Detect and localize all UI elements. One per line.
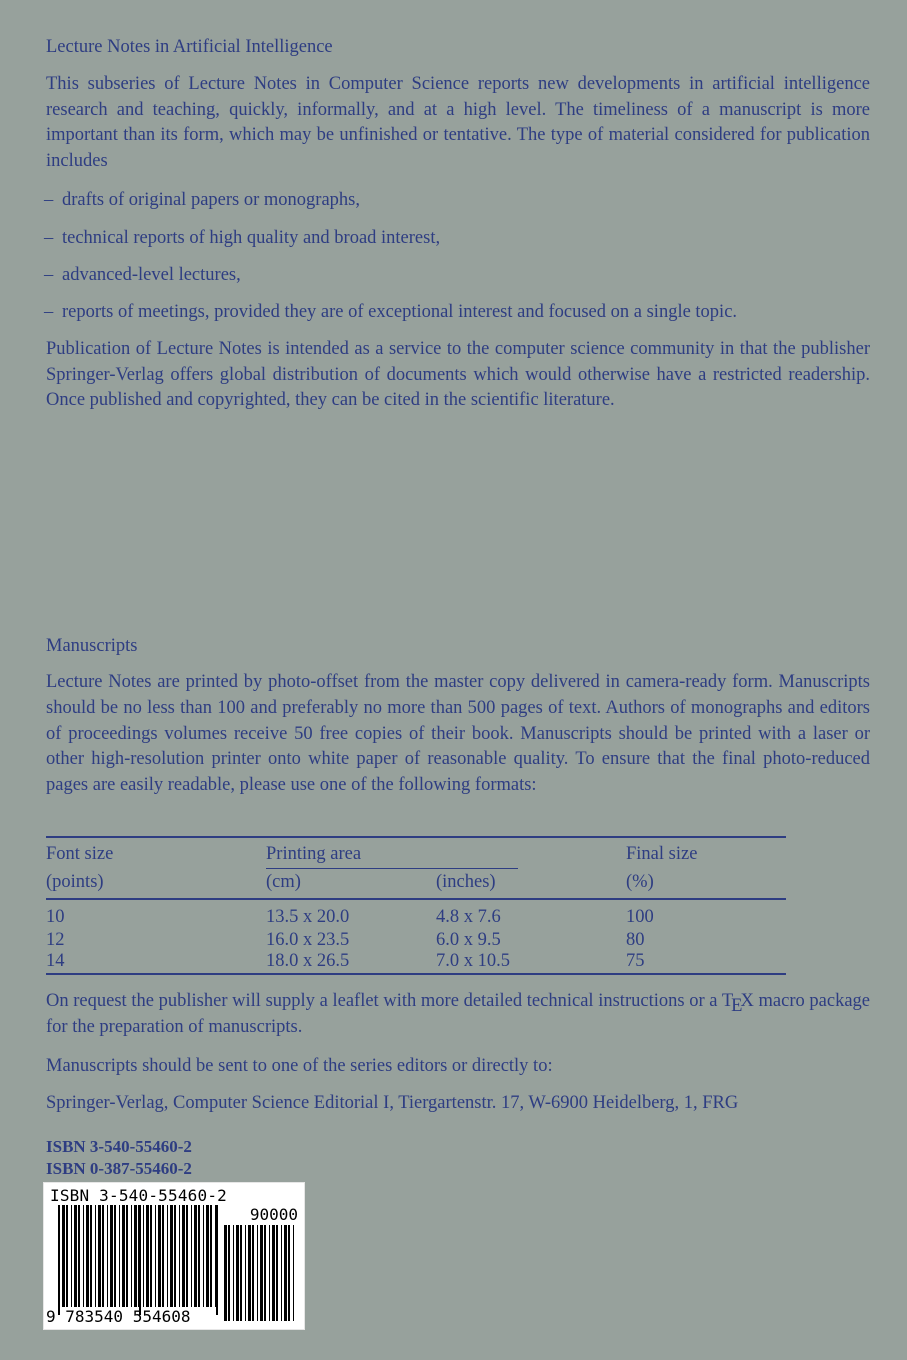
table-top-rule <box>46 836 786 838</box>
list-item <box>44 188 360 212</box>
barcode-bar <box>119 1205 120 1307</box>
barcode-bar <box>269 1225 270 1321</box>
series-intro-block <box>46 72 870 174</box>
list-item-text: advanced-level lectures, <box>62 265 241 285</box>
manuscripts-title: Manuscripts <box>46 636 138 656</box>
barcode-bar <box>167 1205 168 1307</box>
header-inches: (inches) <box>436 872 496 892</box>
publisher-address: Springer-Verlag, Computer Science Editorial I, Tiergartenstr. 17, W-6900 Heidelberg, 1, FRG <box>46 1093 739 1113</box>
barcode-bar <box>134 1205 137 1307</box>
series-section <box>46 34 870 60</box>
barcode-bar <box>131 1205 132 1307</box>
barcode-bar <box>264 1225 266 1321</box>
header-font-size-unit: (points) <box>46 872 104 892</box>
barcode-bar <box>126 1205 128 1307</box>
barcode-bar <box>206 1205 209 1307</box>
barcode-bar <box>236 1225 239 1321</box>
isbn-line: ISBN 3-540-55460-2 <box>46 1137 192 1156</box>
barcode-bar <box>107 1205 108 1307</box>
barcode-bar <box>98 1205 101 1307</box>
barcode-bar <box>224 1225 227 1321</box>
header-final-size-unit: (%) <box>626 872 654 892</box>
barcode-addon-text: 90000 <box>249 1205 298 1224</box>
row-font: 12 <box>46 930 65 950</box>
barcode-bar <box>210 1205 212 1307</box>
series-intro: This subseries of Lecture Notes in Computer Science reports new developments in artificial intelligence research and teaching, quickly, informally, and at a high level. The timeliness of a manuscript is more important than its form, which may be unfinished or tentative. The type of material considered for publication includes <box>46 74 870 171</box>
address-block <box>46 1091 870 1117</box>
barcode-bar <box>215 1205 216 1307</box>
barcode-bar <box>90 1205 92 1307</box>
request-text-before: On request the publisher will supply a leaflet with more detailed technical instructions or a <box>46 991 722 1011</box>
barcode-bar <box>150 1205 152 1307</box>
barcode <box>43 1182 305 1330</box>
barcode-bar <box>293 1225 294 1321</box>
list-dash: – <box>44 265 54 285</box>
manuscripts-body: Lecture Notes are printed by photo-offset from the master copy delivered in camera-ready form. Manuscripts should be no less than 100 and preferably no more than 500 pages of text. Authors of monographs and editors of proceedings volumes receive 50 free copies of their book. Manuscripts should be printed with a laser or other high-resolution printer onto white paper of reasonable quality. To ensure that the final photo-reduced pages are easily readable, please use one of the following formats: <box>46 672 870 796</box>
barcode-bar <box>260 1225 263 1321</box>
publication-block <box>46 337 870 414</box>
list-item-text: technical reports of high quality and broad interest, <box>62 228 441 248</box>
barcode-bar <box>122 1205 125 1307</box>
barcode-bar <box>203 1205 204 1307</box>
list-item-text: drafts of original papers or monographs, <box>62 190 360 210</box>
barcode-bar <box>78 1205 80 1307</box>
barcode-bar <box>248 1225 251 1321</box>
barcode-bar <box>155 1205 156 1307</box>
barcode-bar <box>110 1205 113 1307</box>
row-cm: 13.5 x 20.0 <box>266 907 350 927</box>
printing-area-rule <box>266 868 518 869</box>
isbn-line: ISBN 0-387-55460-2 <box>46 1159 192 1178</box>
barcode-bar <box>281 1225 282 1321</box>
header-cm: (cm) <box>266 872 301 892</box>
row-font: 14 <box>46 951 65 971</box>
barcode-bar <box>179 1205 180 1307</box>
barcode-guard-bar <box>58 1205 60 1315</box>
series-title: Lecture Notes in Artificial Intelligence <box>46 37 333 57</box>
barcode-guard-bar <box>139 1205 141 1315</box>
request-text-after: macro package for the preparation of manuscripts. <box>46 991 870 1037</box>
header-printing-area: Printing area <box>266 844 362 864</box>
barcode-bar <box>257 1225 258 1321</box>
request-paragraph <box>46 989 870 1040</box>
barcode-bar <box>198 1205 200 1307</box>
barcode-bar <box>228 1225 230 1321</box>
send-block <box>46 1054 870 1080</box>
barcode-bar <box>71 1205 72 1307</box>
barcode-ean-text: 9 783540 554608 <box>46 1307 191 1326</box>
barcode-isbn-text: ISBN 3-540-55460-2 <box>50 1186 227 1205</box>
barcode-bar <box>182 1205 185 1307</box>
tex-logo: TEX <box>721 991 754 1016</box>
row-cm: 16.0 x 23.5 <box>266 930 350 950</box>
list-dash: – <box>44 302 54 322</box>
barcode-bar <box>272 1225 275 1321</box>
table-header-rule <box>46 898 786 900</box>
barcode-bar <box>191 1205 192 1307</box>
list-item <box>44 300 737 324</box>
barcode-bar <box>288 1225 290 1321</box>
publication-paragraph: Publication of Lecture Notes is intended as a service to the computer science community in that the publisher Springer-Verlag offers global distribution of documents which would otherwise have a restricted readership. Once published and copyrighted, they can be cited in the scientific literature. <box>46 339 870 410</box>
row-font: 10 <box>46 907 65 927</box>
barcode-bar <box>74 1205 77 1307</box>
barcode-bar <box>170 1205 173 1307</box>
list-dash: – <box>44 190 54 210</box>
manuscripts-body-block <box>46 670 870 799</box>
barcode-bar <box>252 1225 254 1321</box>
barcode-bar <box>158 1205 161 1307</box>
header-final-size: Final size <box>626 844 698 864</box>
barcode-bar <box>62 1205 65 1307</box>
barcode-bar <box>114 1205 116 1307</box>
list-dash: – <box>44 228 54 248</box>
barcode-bar <box>162 1205 164 1307</box>
row-cm: 18.0 x 26.5 <box>266 951 350 971</box>
barcode-bar <box>102 1205 104 1307</box>
barcode-bar <box>66 1205 68 1307</box>
barcode-bar <box>276 1225 278 1321</box>
barcode-bar <box>284 1225 287 1321</box>
row-inches: 4.8 x 7.6 <box>436 907 501 927</box>
list-item <box>44 263 241 287</box>
barcode-bar <box>233 1225 234 1321</box>
barcode-bar <box>95 1205 96 1307</box>
manuscripts-section <box>46 633 870 659</box>
barcode-bar <box>143 1205 144 1307</box>
barcode-bar <box>245 1225 246 1321</box>
header-font-size: Font size <box>46 844 114 864</box>
row-inches: 7.0 x 10.5 <box>436 951 510 971</box>
barcode-bar <box>240 1225 242 1321</box>
barcode-bar <box>146 1205 149 1307</box>
barcode-bar <box>174 1205 176 1307</box>
barcode-bar <box>86 1205 89 1307</box>
formats-table <box>46 836 786 976</box>
barcode-bar <box>194 1205 197 1307</box>
barcode-bar <box>83 1205 84 1307</box>
row-final: 100 <box>626 907 654 927</box>
request-block <box>46 989 870 1040</box>
row-final: 80 <box>626 930 645 950</box>
list-item-text: reports of meetings, provided they are of exceptional interest and focused on a single topic. <box>62 302 738 322</box>
row-inches: 6.0 x 9.5 <box>436 930 501 950</box>
send-text: Manuscripts should be sent to one of the series editors or directly to: <box>46 1056 553 1076</box>
list-item <box>44 226 440 250</box>
barcode-guard-bar <box>216 1205 218 1315</box>
row-final: 75 <box>626 951 645 971</box>
table-bottom-rule <box>46 973 786 975</box>
barcode-bar <box>186 1205 188 1307</box>
